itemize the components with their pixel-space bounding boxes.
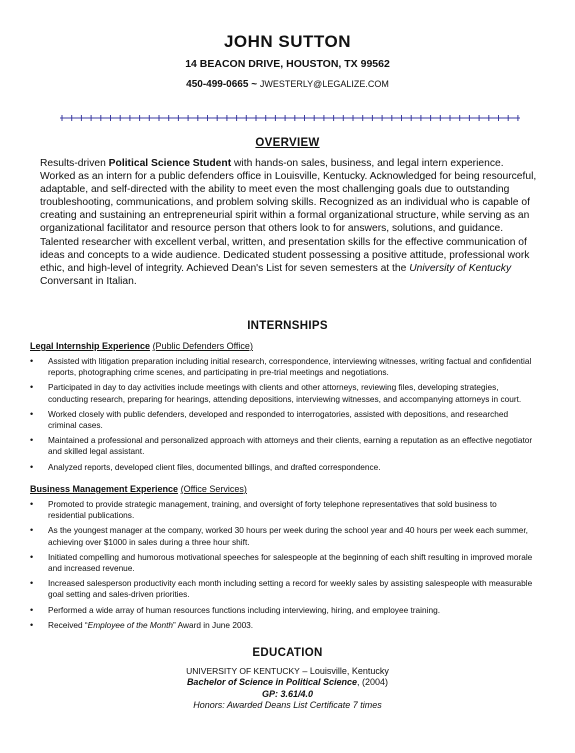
list-item: • Promoted to provide strategic management, training, and oversight of forty telephone representatives that sold business to residential publications. <box>30 499 535 521</box>
address: 14 BEACON DRIVE, HOUSTON, TX 99562 <box>185 58 390 70</box>
list-item: • Performed a wide array of human resources functions including interviewing, hiring, and employee training. <box>30 605 535 616</box>
email: JWESTERLY@LEGALIZE.COM <box>259 79 389 89</box>
list-item <box>30 620 535 631</box>
business-bullet-list <box>30 499 535 635</box>
job-title-text: Legal Internship Experience <box>30 341 151 351</box>
list-item: • Initiated compelling and humorous motivational speeches for salespeople at the beginning of each shift resulting in improved morale and increased revenue. <box>30 552 535 574</box>
overview-summary <box>40 157 540 288</box>
education-block <box>0 666 575 712</box>
phone: 450-499-0665 <box>186 79 249 90</box>
list-item: • Participated in day to day activities include meetings with clients and other attorneys, reviewing files, developing strategies, conducting research, preparing for hearings, attending depositions, interviewing witnesses, and accompanying attorneys in court. <box>30 382 535 404</box>
internships-heading: INTERNSHIPS <box>247 320 328 332</box>
summary-tail: Conversant in Italian. <box>40 275 137 287</box>
award-prefix: Received “ <box>48 619 88 630</box>
gpa: GP: 3.61/4.0 <box>261 688 314 699</box>
decorative-divider <box>60 114 520 122</box>
award-title: Employee of the Month <box>87 619 173 630</box>
summary-italic-phrase: University of Kentucky <box>409 262 512 274</box>
job-title-text: Business Management Experience <box>30 484 179 494</box>
list-item: • Increased salesperson productivity each month including setting a record for weekly sales by assisting salespeople with measurable goal setting and sales-driven priorities. <box>30 578 535 600</box>
degree: Bachelor of Science in Political Science <box>186 677 358 688</box>
summary-bold-phrase: Political Science Student <box>108 158 232 169</box>
summary-intro: Results-driven <box>40 158 109 169</box>
list-item: • Analyzed reports, developed client files, documented billings, and drafted correspondence. <box>30 462 535 473</box>
job-title-legal <box>30 341 253 351</box>
degree-year: , (2004) <box>357 677 389 688</box>
overview-heading: OVERVIEW <box>255 137 320 149</box>
job-org-text: (Office Services) <box>180 484 247 494</box>
list-item: • Assisted with litigation preparation including initial research, correspondence, interviewing witnesses, writing factual and confidential reports, photographing crime scenes, and participating in pre-trial meetings and negotiations. <box>30 356 535 378</box>
legal-bullet-list <box>30 356 535 477</box>
contact-line <box>0 79 575 90</box>
award-suffix: ” Award in June 2003. <box>173 619 254 630</box>
school-location: – Louisville, Kentucky <box>299 666 389 676</box>
school-line <box>0 666 575 677</box>
list-item: • Worked closely with public defenders, developed and responded to interrogatories, assisted with depositions, and researched criminal cases. <box>30 409 535 431</box>
school-name: UNIVERSITY OF KENTUCKY <box>186 666 300 676</box>
education-heading: EDUCATION <box>252 647 323 659</box>
summary-body: with hands-on sales, business, and legal intern experience. Worked as an intern for a public defenders office in Louisville, Kentucky. Acknowledged for being resourceful, adaptable, and self-directed with the ability to meet even the most challenging goals due to outstanding troubleshooting, communications, and problem solving skills. Recognized as an individual who is capable of creating and sustaining an entrepreneurial spirit within a formal organizational structure, while serving as an organizational facilitator and resource person that others look to for answers, solutions, and guidance. Talented researcher with excellent verbal, written, and presentation skills for the effective communication of ideas and concepts to a wide audience. Dedicated student possessing a positive attitude, professional work ethic, and high-level of integrity. Achieved Dean's List for seven semesters at the <box>40 158 537 274</box>
list-item: • As the youngest manager at the company, worked 30 hours per week during the school year and 40 hours per week each summer, achieving over $1000 in sales during a three hour shift. <box>30 525 535 547</box>
contact-separator: ~ <box>248 79 260 90</box>
job-org-text: (Public Defenders Office) <box>152 341 253 351</box>
candidate-name: JOHN SUTTON <box>223 32 352 51</box>
list-item: • Maintained a professional and personalized approach with attorneys and their clients, earning a reputation as an effective negotiator and skilled legal assistant. <box>30 435 535 457</box>
degree-line <box>0 677 575 688</box>
job-title-business <box>30 484 247 494</box>
honors: Honors: Awarded Deans List Certificate 7 times <box>193 700 382 711</box>
